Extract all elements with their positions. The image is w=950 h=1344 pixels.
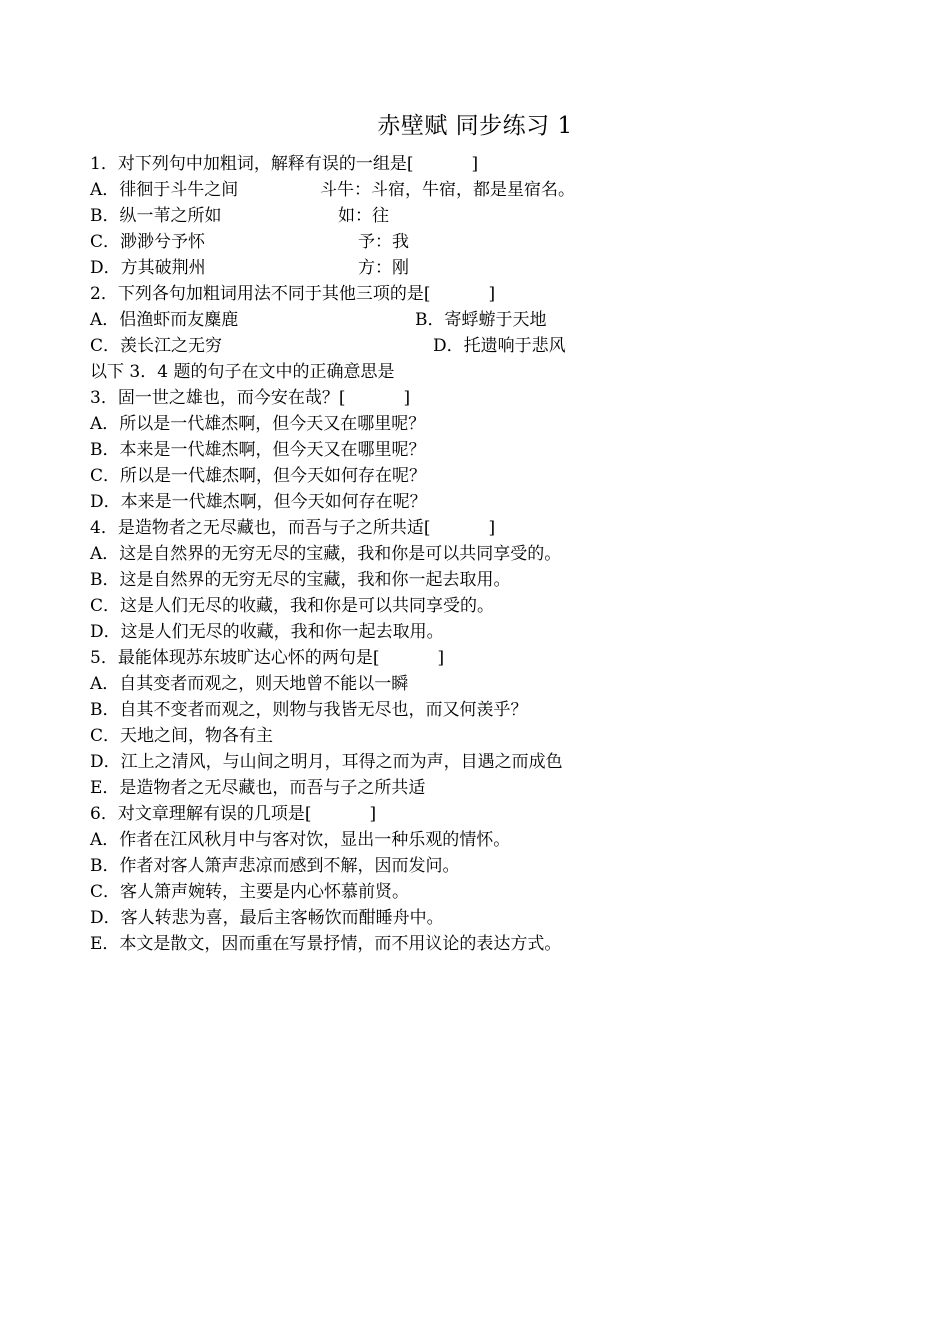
- q1-option-c: [90, 229, 910, 255]
- q4-option-d: D．这是人们无尽的收藏，我和你一起去取用。: [90, 622, 444, 642]
- q1-stem-text: 1．对下列句中加粗词，解释有误的一组是[: [90, 154, 414, 174]
- q6-option-c: C．客人箫声婉转，主要是内心怀慕前贤。: [90, 882, 410, 902]
- q6-stem-text: 6．对文章理解有误的几项是[: [90, 804, 312, 824]
- q5-bracket-close: ]: [437, 648, 445, 668]
- q2-option-b: B．寄蜉蝣于天地: [415, 310, 547, 330]
- q5-option-c: C．天地之间，物各有主: [90, 726, 274, 746]
- q2-stem: [90, 281, 910, 307]
- q5-stem-text: 5．最能体现苏东坡旷达心怀的两句是[: [90, 648, 380, 668]
- q1-option-a: [90, 177, 910, 203]
- q4-option-c: C．这是人们无尽的收藏，我和你是可以共同享受的。: [90, 596, 495, 616]
- q6-option-b: B．作者对客人箫声悲凉而感到不解，因而发问。: [90, 856, 460, 876]
- option-note: 方：刚: [358, 258, 409, 278]
- q1-stem: [90, 151, 910, 177]
- q1-option-d: [90, 255, 910, 281]
- q2-option-a: A．侣渔虾而友麋鹿: [90, 310, 239, 330]
- q3-bracket-close: ]: [403, 388, 411, 408]
- q2-options-row-1: [90, 307, 910, 333]
- q4-bracket-close: ]: [488, 518, 496, 538]
- q3-option-b: B．本来是一代雄杰啊，但今天又在哪里呢？: [90, 440, 426, 460]
- q3-4-intro: 以下 3．4 题的句子在文中的正确意思是: [90, 362, 395, 382]
- q5-stem: [90, 645, 910, 671]
- option-note: 予：我: [358, 232, 409, 252]
- q1-option-b: [90, 203, 910, 229]
- q6-option-a: A．作者在江风秋月中与客对饮，显出一种乐观的情怀。: [90, 830, 511, 850]
- page-title: 赤壁赋 同步练习 1: [377, 113, 573, 139]
- option-text: B．纵一苇之所如: [90, 206, 222, 226]
- q2-option-c: C．羡长江之无穷: [90, 336, 223, 356]
- exercise-content: [90, 151, 910, 957]
- q3-option-d: D．本来是一代雄杰啊，但今天如何存在呢？: [90, 492, 427, 512]
- q3-stem-text: 3．固一世之雄也，而今安在哉？[: [90, 388, 346, 408]
- q6-option-e: E．本文是散文，因而重在写景抒情，而不用议论的表达方式。: [90, 934, 562, 954]
- q3-option-c: C．所以是一代雄杰啊，但今天如何存在呢？: [90, 466, 427, 486]
- q6-stem: [90, 801, 910, 827]
- q2-option-d: D．托遗响于悲风: [433, 336, 566, 356]
- q4-option-a: A．这是自然界的无穷无尽的宝藏，我和你是可以共同享受的。: [90, 544, 562, 564]
- q4-option-b: B．这是自然界的无穷无尽的宝藏，我和你一起去取用。: [90, 570, 511, 590]
- q4-stem-text: 4．是造物者之无尽藏也，而吾与子之所共适[: [90, 518, 431, 538]
- q1-bracket-close: ]: [471, 154, 479, 174]
- q2-stem-text: 2．下列各句加粗词用法不同于其他三项的是[: [90, 284, 431, 304]
- q3-stem: [90, 385, 910, 411]
- option-note: 如：往: [338, 206, 389, 226]
- q5-option-a: A．自其变者而观之，则天地曾不能以一瞬: [90, 674, 409, 694]
- q5-option-d: D．江上之清风，与山间之明月，耳得之而为声，目遇之而成色: [90, 752, 563, 772]
- q6-bracket-close: ]: [369, 804, 377, 824]
- option-text: C．渺渺兮予怀: [90, 232, 206, 252]
- q3-option-a: A．所以是一代雄杰啊，但今天又在哪里呢？: [90, 414, 426, 434]
- q4-stem: [90, 515, 910, 541]
- q5-option-b: B．自其不变者而观之，则物与我皆无尽也，而又何羡乎？: [90, 700, 528, 720]
- q2-bracket-close: ]: [488, 284, 496, 304]
- option-text: A．徘徊于斗牛之间: [90, 180, 239, 200]
- q6-option-d: D．客人转悲为喜，最后主客畅饮而酣睡舟中。: [90, 908, 444, 928]
- option-text: D．方其破荆州: [90, 258, 206, 278]
- q2-options-row-2: [90, 333, 910, 359]
- option-note: 斗牛：斗宿，牛宿，都是星宿名。: [320, 180, 575, 200]
- q5-option-e: E．是造物者之无尽藏也，而吾与子之所共适: [90, 778, 426, 798]
